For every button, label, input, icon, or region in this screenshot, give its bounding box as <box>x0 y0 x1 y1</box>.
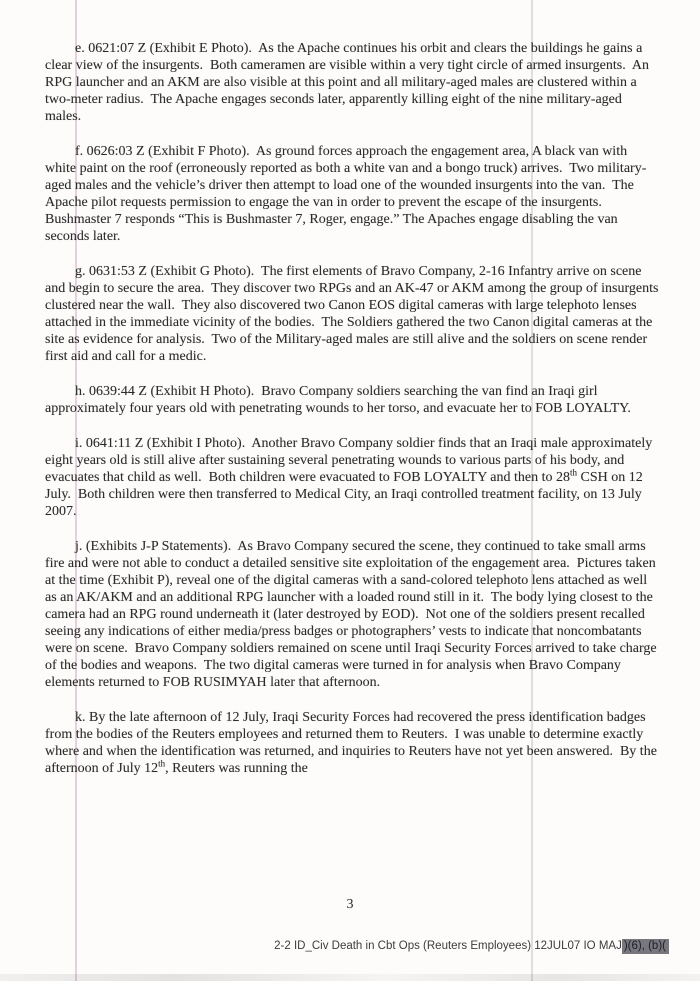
paragraph-k <box>45 709 659 777</box>
footer-identifier <box>274 940 669 952</box>
paragraph-g: g. 0631:53 Z (Exhibit G Photo). The first elements of Bravo Company, 2-16 Infantry arrive on scene and begin to secure the area. They discover two RPGs and an AK-47 or AKM among the group of insurgents clustered near the wall. They also discovered two Canon EOS digital cameras with large telephoto lenses attached in the immediate vicinity of the bodies. The Soldiers gathered the two Canon digital cameras at the site as evidence for analysis. Two of the Military-aged males are still alive and the soldiers on scene render first aid and call for a medic. <box>45 264 662 364</box>
document-text-block <box>45 40 662 795</box>
paragraph-i-text-post: CSH on 12 July. Both children were then transferred to Medical City, an Iraqi controlled treatment facility, on 13 July 2007. <box>45 470 647 519</box>
paragraph-j: j. (Exhibits J-P Statements). As Bravo Company secured the scene, they continued to take small arms fire and were not able to conduct a detailed sensitive site exploitation of the engagement area. Pictures taken at the time (Exhibit P), reveal one of the digital cameras with a sand-colored telephoto lens attached as well as an AK/AKM and an additional RPG launcher with a loaded round still in it. The body lying closest to the camera had an RPG round underneath it (later destroyed by EOD). Not one of the soldiers present recalled seeing any indications of either media/press badges or photographers’ vests to indicate that noncombatants were on scene. Bravo Company soldiers remained on scene until Iraqi Security Forces arrived to take charge of the bodies and weapons. The two digital cameras were turned in for analysis when Bravo Company elements returned to FOB RUSIMYAH later that afternoon. <box>45 539 661 690</box>
paragraph-i-superscript: th <box>570 467 578 478</box>
scan-artifact-bottom <box>0 974 700 981</box>
paragraph-h: h. 0639:44 Z (Exhibit H Photo). Bravo Company soldiers searching the van find an Iraqi girl approximately four years old with penetrating wounds to her torso, and evacuate her to FOB LOYALTY. <box>45 384 631 416</box>
footer-identifier-text: 2-2 ID_Civ Death in Cbt Ops (Reuters Employees) 12JUL07 IO MAJ <box>274 940 622 952</box>
paragraph-i-text-pre: i. 0641:11 Z (Exhibit I Photo). Another Bravo Company soldier finds that an Iraqi male approximately eight years old is still alive after sustaining several penetrating wounds to various parts of his body, and evacuates that child as well. Both children were evacuated to FOB LOYALTY and then to 28 <box>45 436 656 485</box>
paragraph-i <box>45 435 659 520</box>
paragraph-k-text-pre: k. By the late afternoon of 12 July, Iraqi Security Forces had recovered the press identification badges from the bodies of the Reuters employees and returned them to Reuters. I was unable to determine exactly where and when the identification was returned, and inquiries to Reuters have not yet been answered. By the afternoon of July 12 <box>45 710 661 776</box>
page-number: 3 <box>346 897 354 912</box>
paragraph-k-text-post: , Reuters was running the <box>165 761 308 776</box>
paragraph-k-superscript: th <box>158 758 166 769</box>
paragraph-f: f. 0626:03 Z (Exhibit F Photo). As ground forces approach the engagement area, A black van with white paint on the roof (erroneously reported as both a white van and a bongo truck) arrives. Two military-aged males and the vehicle’s driver then attempt to load one of the wounded insurgents into the van. The Apache pilot requests permission to engage the van in order to prevent the escape of the insurgents. Bushmaster 7 responds “This is Bushmaster 7, Roger, engage.” The Apaches engage disabling the van seconds later. <box>45 144 647 244</box>
paragraph-e: e. 0621:07 Z (Exhibit E Photo). As the Apache continues his orbit and clears the buildings he gains a clear view of the insurgents. Both cameramen are visible within a very tight circle of armed insurgents. An RPG launcher and an AKM are also visible at this point and all military-aged males are clustered within a two-meter radius. The Apache engages seconds later, apparently killing eight of the nine military-aged males. <box>45 41 653 124</box>
redaction-highlight: )(6), (b)( <box>622 939 669 954</box>
